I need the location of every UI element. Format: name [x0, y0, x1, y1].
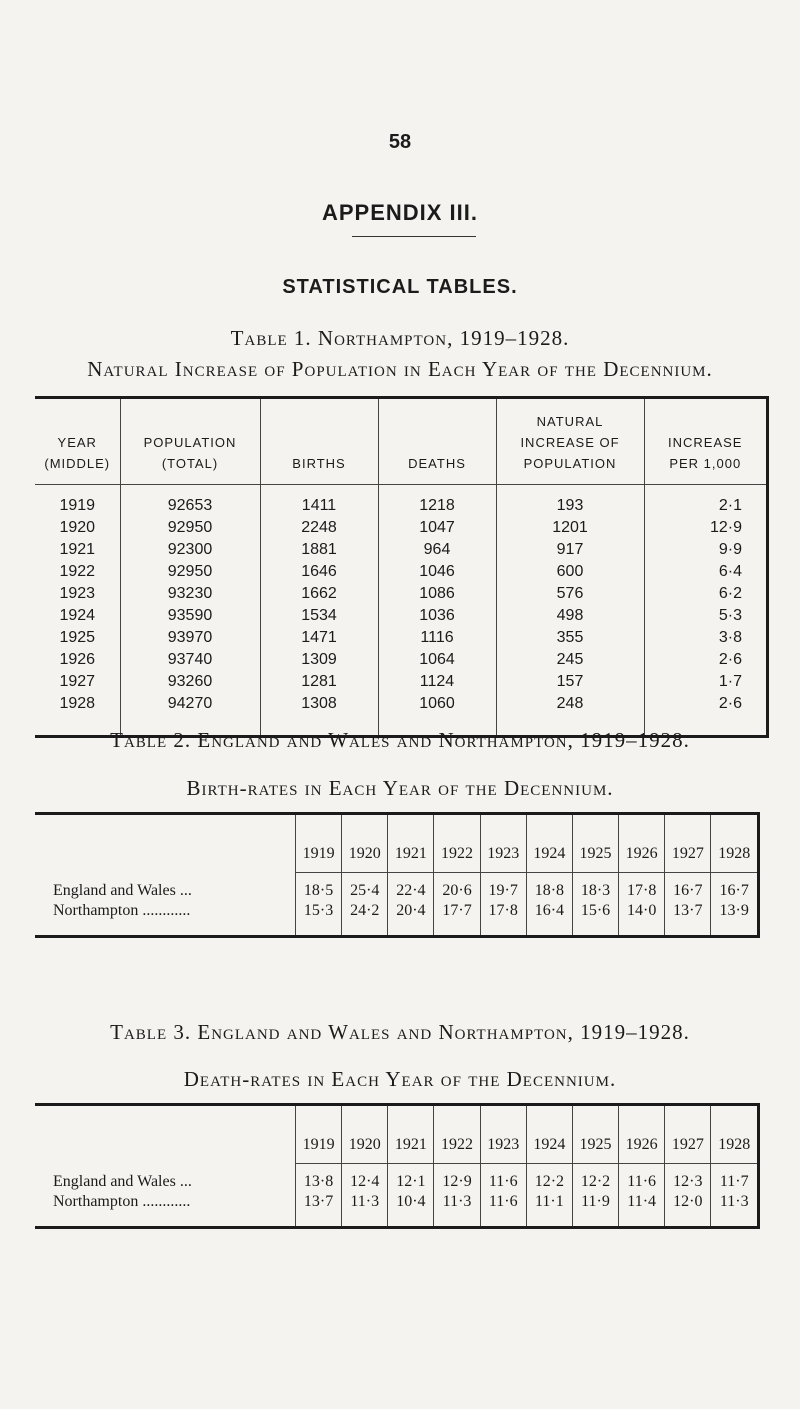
table-row	[35, 1192, 759, 1228]
table3-caption-1: Table 3. England and Wales and Northampton, 1919–1928.	[110, 1020, 690, 1044]
table-row	[35, 873, 759, 902]
rate-cell: 12·3	[665, 1164, 711, 1193]
table3-death-rates	[35, 1103, 760, 1229]
table-cell: 1·7	[644, 671, 768, 693]
table2-caption-1: Table 2. England and Wales and Northampton, 1919–1928.	[110, 728, 690, 752]
year-header: 1927	[665, 814, 711, 873]
table-cell: 1064	[378, 649, 496, 671]
table-cell: 1926	[59, 651, 96, 668]
table-cell: 248	[496, 693, 644, 737]
year-header: 1928	[711, 1105, 759, 1164]
table-cell: 1086	[378, 583, 496, 605]
table-cell: 1201	[496, 517, 644, 539]
blank-corner	[35, 814, 296, 873]
year-header: 1921	[388, 814, 434, 873]
table-cell: 600	[496, 561, 644, 583]
rate-cell: 16·4	[526, 901, 572, 937]
title-rule	[352, 236, 476, 237]
rate-cell: 24·2	[342, 901, 388, 937]
table-row	[35, 583, 768, 605]
table-cell: 1411	[260, 485, 378, 518]
table-cell: 1925	[59, 629, 96, 646]
header-year: YEAR (MIDDLE)	[35, 398, 120, 485]
year-header: 1927	[665, 1105, 711, 1164]
table-cell: 2248	[260, 517, 378, 539]
table-cell: 1924	[59, 607, 96, 624]
rate-cell: 12·4	[342, 1164, 388, 1193]
rate-cell: 16·7	[665, 873, 711, 902]
appendix-title: APPENDIX III.	[321, 200, 479, 225]
header-population: POPULATION (TOTAL)	[120, 398, 260, 485]
table-cell: 1646	[260, 561, 378, 583]
table-cell: 1534	[260, 605, 378, 627]
rate-cell: 13·7	[665, 901, 711, 937]
year-header: 1920	[342, 814, 388, 873]
row-label: Northampton ............	[53, 902, 191, 919]
rate-cell: 16·7	[711, 873, 759, 902]
table1-caption-2: Natural Increase of Population in Each Year of the Decennium.	[87, 357, 713, 381]
rate-cell: 11·9	[572, 1192, 618, 1228]
year-header: 1922	[434, 814, 480, 873]
rate-cell: 12·2	[572, 1164, 618, 1193]
year-header: 1928	[711, 814, 759, 873]
blank-corner	[35, 1105, 296, 1164]
rate-cell: 17·8	[480, 901, 526, 937]
table-cell: 1920	[59, 519, 96, 536]
table2-caption-2: Birth-rates in Each Year of the Decennium.	[186, 776, 614, 800]
rate-cell: 17·7	[434, 901, 480, 937]
table-cell: 1927	[59, 673, 96, 690]
table-cell: 93740	[120, 649, 260, 671]
year-header: 1923	[480, 1105, 526, 1164]
rate-cell: 12·9	[434, 1164, 480, 1193]
year-header: 1919	[296, 814, 342, 873]
rate-cell: 14·0	[619, 901, 665, 937]
year-header: 1920	[342, 1105, 388, 1164]
rate-cell: 13·8	[296, 1164, 342, 1193]
table-cell: 1281	[260, 671, 378, 693]
year-header: 1921	[388, 1105, 434, 1164]
rate-cell: 15·6	[572, 901, 618, 937]
rate-cell: 11·6	[619, 1164, 665, 1193]
table-cell: 92950	[120, 561, 260, 583]
table-cell: 1060	[378, 693, 496, 737]
table-row	[35, 517, 768, 539]
table-cell: 2·6	[644, 649, 768, 671]
year-header: 1919	[296, 1105, 342, 1164]
rate-cell: 11·4	[619, 1192, 665, 1228]
year-header: 1926	[619, 814, 665, 873]
table-cell: 92950	[120, 517, 260, 539]
table-cell: 1309	[260, 649, 378, 671]
year-header: 1925	[572, 814, 618, 873]
table-row	[35, 649, 768, 671]
table-row	[35, 561, 768, 583]
year-header-row	[35, 1105, 759, 1164]
table-cell: 1047	[378, 517, 496, 539]
rate-cell: 12·0	[665, 1192, 711, 1228]
table1-natural-increase	[35, 396, 769, 738]
table-cell: 1046	[378, 561, 496, 583]
table-cell: 1124	[378, 671, 496, 693]
table-cell: 355	[496, 627, 644, 649]
table-cell: 498	[496, 605, 644, 627]
table1-caption-1: Table 1. Northampton, 1919–1928.	[230, 326, 570, 350]
header-deaths: DEATHS	[378, 398, 496, 485]
table-cell: 1036	[378, 605, 496, 627]
header-natural-increase: NATURAL INCREASE OF POPULATION	[496, 398, 644, 485]
rate-cell: 11·6	[480, 1164, 526, 1193]
year-header: 1925	[572, 1105, 618, 1164]
table-cell: 157	[496, 671, 644, 693]
table-cell: 1881	[260, 539, 378, 561]
rate-cell: 13·9	[711, 901, 759, 937]
rate-cell: 18·8	[526, 873, 572, 902]
page-number: 58	[388, 131, 412, 153]
table-cell: 576	[496, 583, 644, 605]
rate-cell: 11·7	[711, 1164, 759, 1193]
table-cell: 2·1	[644, 485, 768, 518]
rate-cell: 25·4	[342, 873, 388, 902]
table-cell: 12·9	[644, 517, 768, 539]
header-increase-per-1000: INCREASE PER 1,000	[644, 398, 768, 485]
row-label: Northampton ............	[53, 1193, 191, 1210]
year-header: 1922	[434, 1105, 480, 1164]
table-row	[35, 605, 768, 627]
table-cell: 94270	[120, 693, 260, 737]
table-row	[35, 1164, 759, 1193]
table-cell: 6·4	[644, 561, 768, 583]
table2-birth-rates	[35, 812, 760, 938]
year-header: 1926	[619, 1105, 665, 1164]
rate-cell: 12·2	[526, 1164, 572, 1193]
rate-cell: 11·3	[342, 1192, 388, 1228]
table-cell: 2·6	[644, 693, 768, 737]
table-row	[35, 485, 768, 518]
table-cell: 1218	[378, 485, 496, 518]
table-cell: 1922	[59, 563, 96, 580]
table-cell: 1308	[260, 693, 378, 737]
year-header-row	[35, 814, 759, 873]
rate-cell: 19·7	[480, 873, 526, 902]
rate-cell: 22·4	[388, 873, 434, 902]
rate-cell: 11·3	[711, 1192, 759, 1228]
rate-cell: 18·5	[296, 873, 342, 902]
table-cell: 93260	[120, 671, 260, 693]
section-title: STATISTICAL TABLES.	[282, 276, 518, 298]
row-label: England and Wales ...	[53, 1172, 192, 1190]
table-cell: 1923	[59, 585, 96, 602]
table-cell: 1928	[59, 695, 96, 712]
year-header: 1924	[526, 1105, 572, 1164]
table-cell: 1919	[59, 497, 96, 514]
rate-cell: 20·4	[388, 901, 434, 937]
table-cell: 9·9	[644, 539, 768, 561]
table-row	[35, 627, 768, 649]
table-cell: 5·3	[644, 605, 768, 627]
table-row	[35, 539, 768, 561]
table-cell: 245	[496, 649, 644, 671]
table-cell: 1116	[378, 627, 496, 649]
table-cell: 93970	[120, 627, 260, 649]
table-cell: 93230	[120, 583, 260, 605]
rate-cell: 12·1	[388, 1164, 434, 1193]
table-cell: 3·8	[644, 627, 768, 649]
rate-cell: 18·3	[572, 873, 618, 902]
row-label: England and Wales ...	[53, 881, 192, 899]
table-cell: 1471	[260, 627, 378, 649]
year-header: 1924	[526, 814, 572, 873]
header-births: BIRTHS	[260, 398, 378, 485]
table-cell: 92300	[120, 539, 260, 561]
table1-header-row	[35, 398, 768, 485]
rate-cell: 11·3	[434, 1192, 480, 1228]
table-cell: 964	[378, 539, 496, 561]
table-cell: 1662	[260, 583, 378, 605]
table-row	[35, 671, 768, 693]
rate-cell: 20·6	[434, 873, 480, 902]
table3-caption-2: Death-rates in Each Year of the Decennium.	[183, 1067, 617, 1091]
year-header: 1923	[480, 814, 526, 873]
rate-cell: 11·6	[480, 1192, 526, 1228]
rate-cell: 15·3	[296, 901, 342, 937]
table-row	[35, 901, 759, 937]
table-cell: 93590	[120, 605, 260, 627]
rate-cell: 10·4	[388, 1192, 434, 1228]
table-cell: 917	[496, 539, 644, 561]
rate-cell: 17·8	[619, 873, 665, 902]
rate-cell: 13·7	[296, 1192, 342, 1228]
rate-cell: 11·1	[526, 1192, 572, 1228]
table-cell: 1921	[59, 541, 96, 558]
table-cell: 193	[496, 485, 644, 518]
table-cell: 6·2	[644, 583, 768, 605]
table-cell: 92653	[120, 485, 260, 518]
